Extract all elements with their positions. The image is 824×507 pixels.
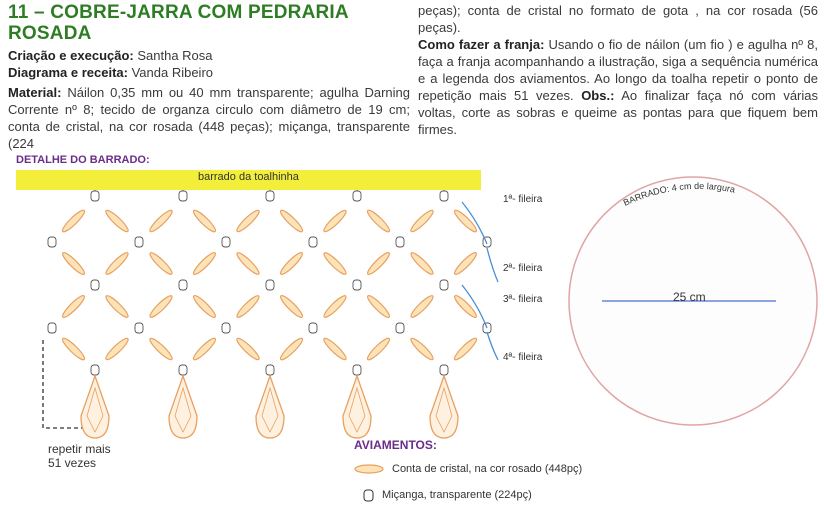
crystal-drop: [256, 376, 284, 438]
crystal-bead: [60, 250, 86, 276]
supplies-title: AVIAMENTOS:: [354, 438, 437, 452]
seed-bead: [222, 323, 230, 333]
row-label-4: 4ª- fileira: [503, 352, 543, 363]
material-continuation: peças); conta de cristal no formato de gota , na cor rosada (56 peças).: [418, 3, 818, 35]
crystal-bead: [191, 293, 217, 319]
crystal-bead-icon: [355, 465, 383, 473]
crystal-bead: [235, 294, 261, 320]
repeat-note: [48, 442, 111, 470]
crystal-bead: [365, 208, 391, 234]
crystal-bead: [365, 250, 391, 276]
credits: [8, 47, 213, 81]
crystal-bead: [148, 208, 175, 234]
crystal-bead: [191, 208, 217, 234]
seed-bead: [396, 323, 404, 333]
creation-line: [8, 47, 213, 64]
seed-bead: [48, 237, 56, 247]
seed-bead: [309, 237, 317, 247]
diagram-section-title: DETALHE DO BARRADO:: [16, 154, 150, 166]
seed-bead: [266, 365, 274, 375]
diameter-label: 25 cm: [673, 290, 706, 304]
crystal-bead: [452, 250, 478, 276]
crystal-drop: [81, 376, 109, 438]
seed-bead: [179, 365, 187, 375]
crystal-bead: [365, 336, 391, 362]
seed-bead: [353, 365, 361, 375]
crystal-drop: [430, 376, 458, 438]
row-label-2: 2ª- fileira: [503, 263, 543, 274]
crystal-bead: [148, 251, 174, 277]
crystal-bead: [148, 294, 174, 320]
diagram-label: Diagrama e receita:: [8, 65, 128, 80]
fringe-label: Como fazer a franja:: [418, 37, 545, 52]
material-text: Náilon 0,35 mm ou 40 mm transparente; agulha Darning Corrente nº 8; tecido de organza circulo com diâmetro de 19 cm; conta de cristal, na cor rosada (448 peças); miçanga, transparente (224: [8, 85, 410, 151]
row-label-3: 3ª- fileira: [503, 294, 543, 305]
nylon-arrow: [487, 332, 498, 360]
seed-bead: [222, 237, 230, 247]
seed-bead: [179, 280, 187, 290]
seed-bead: [266, 191, 274, 201]
crystal-bead: [235, 336, 262, 362]
crystal-bead: [235, 208, 262, 234]
crystal-bead: [409, 336, 436, 362]
crystal-bead: [409, 294, 435, 320]
crystal-bead: [278, 336, 304, 362]
crystal-bead: [365, 293, 391, 319]
seed-bead: [135, 323, 143, 333]
crystal-bead: [60, 336, 86, 362]
seed-bead: [91, 191, 99, 201]
crystal-bead: [278, 293, 304, 319]
crystal-bead: [278, 250, 304, 276]
crystal-drop: [343, 376, 371, 438]
crystal-bead: [409, 208, 436, 234]
seed-bead: [440, 191, 448, 201]
repeat-note-line-1: repetir mais: [48, 442, 111, 456]
crystal-bead: [104, 294, 130, 320]
crystal-bead: [235, 251, 261, 277]
seed-bead: [353, 280, 361, 290]
seed-bead: [48, 323, 56, 333]
crystal-bead: [60, 293, 86, 319]
row-label-1: 1ª- fileira: [503, 194, 543, 205]
crystal-bead: [60, 208, 86, 234]
crystal-drop: [169, 376, 197, 438]
seed-bead: [440, 280, 448, 290]
crystal-bead: [148, 336, 175, 362]
seed-bead: [440, 365, 448, 375]
crystal-bead: [191, 336, 217, 362]
material-paragraph: [8, 84, 410, 152]
crystal-bead: [452, 293, 478, 319]
seed-bead: [353, 191, 361, 201]
arc-label-path: BARRADO: 4 cm de largura: [621, 180, 736, 208]
supply-item-1: Conta de cristal, na cor rosado (448pç): [392, 463, 583, 475]
crystal-bead: [322, 336, 349, 362]
crystal-bead: [322, 208, 349, 234]
seed-bead: [91, 365, 99, 375]
seed-bead: [309, 323, 317, 333]
seed-bead: [135, 237, 143, 247]
seed-bead: [266, 280, 274, 290]
fringe-text: Usando o fio de náilon (um fio ) e agulha nº 8, faça a franja acompanhando a ilustração, siga a sequência numérica e a legenda dos aviamentos. Ao longo da toalha repetir o ponto de repetição mais 51 vezes.: [418, 37, 818, 103]
band-label: barrado da toalhinha: [198, 171, 299, 183]
material-label: Material:: [8, 85, 62, 100]
instructions-column: [418, 2, 818, 138]
crystal-bead: [104, 208, 131, 234]
crystal-bead: [278, 208, 304, 234]
seed-bead: [179, 191, 187, 201]
crystal-bead: [409, 251, 435, 277]
crystal-bead: [452, 336, 478, 362]
creation-label: Criação e execução:: [8, 48, 134, 63]
crystal-bead: [104, 336, 131, 362]
seed-bead: [91, 280, 99, 290]
crystal-bead: [322, 294, 348, 320]
page-title: 11 – COBRE-JARRA COM PEDRARIA ROSADA: [8, 2, 349, 44]
diagram-value: Vanda Ribeiro: [131, 65, 213, 80]
seed-bead-icon: [364, 490, 373, 501]
nylon-arrow: [487, 248, 498, 282]
supplies-icons: [352, 460, 384, 504]
seed-bead: [396, 237, 404, 247]
crystal-bead: [104, 251, 130, 277]
obs-text: Ao finalizar faça nó com várias voltas, corte as sobras e queime as pontas para que fiquem bem firmes.: [418, 88, 818, 137]
obs-label: Obs.:: [581, 88, 615, 103]
crystal-bead: [322, 251, 348, 277]
creation-value: Santha Rosa: [137, 48, 213, 63]
crystal-bead: [191, 250, 217, 276]
supply-item-2: Miçanga, transparente (224pç): [382, 489, 532, 501]
bead-net: [48, 190, 498, 438]
repeat-note-line-2: 51 vezes: [48, 456, 97, 470]
diagram-line: [8, 64, 213, 81]
